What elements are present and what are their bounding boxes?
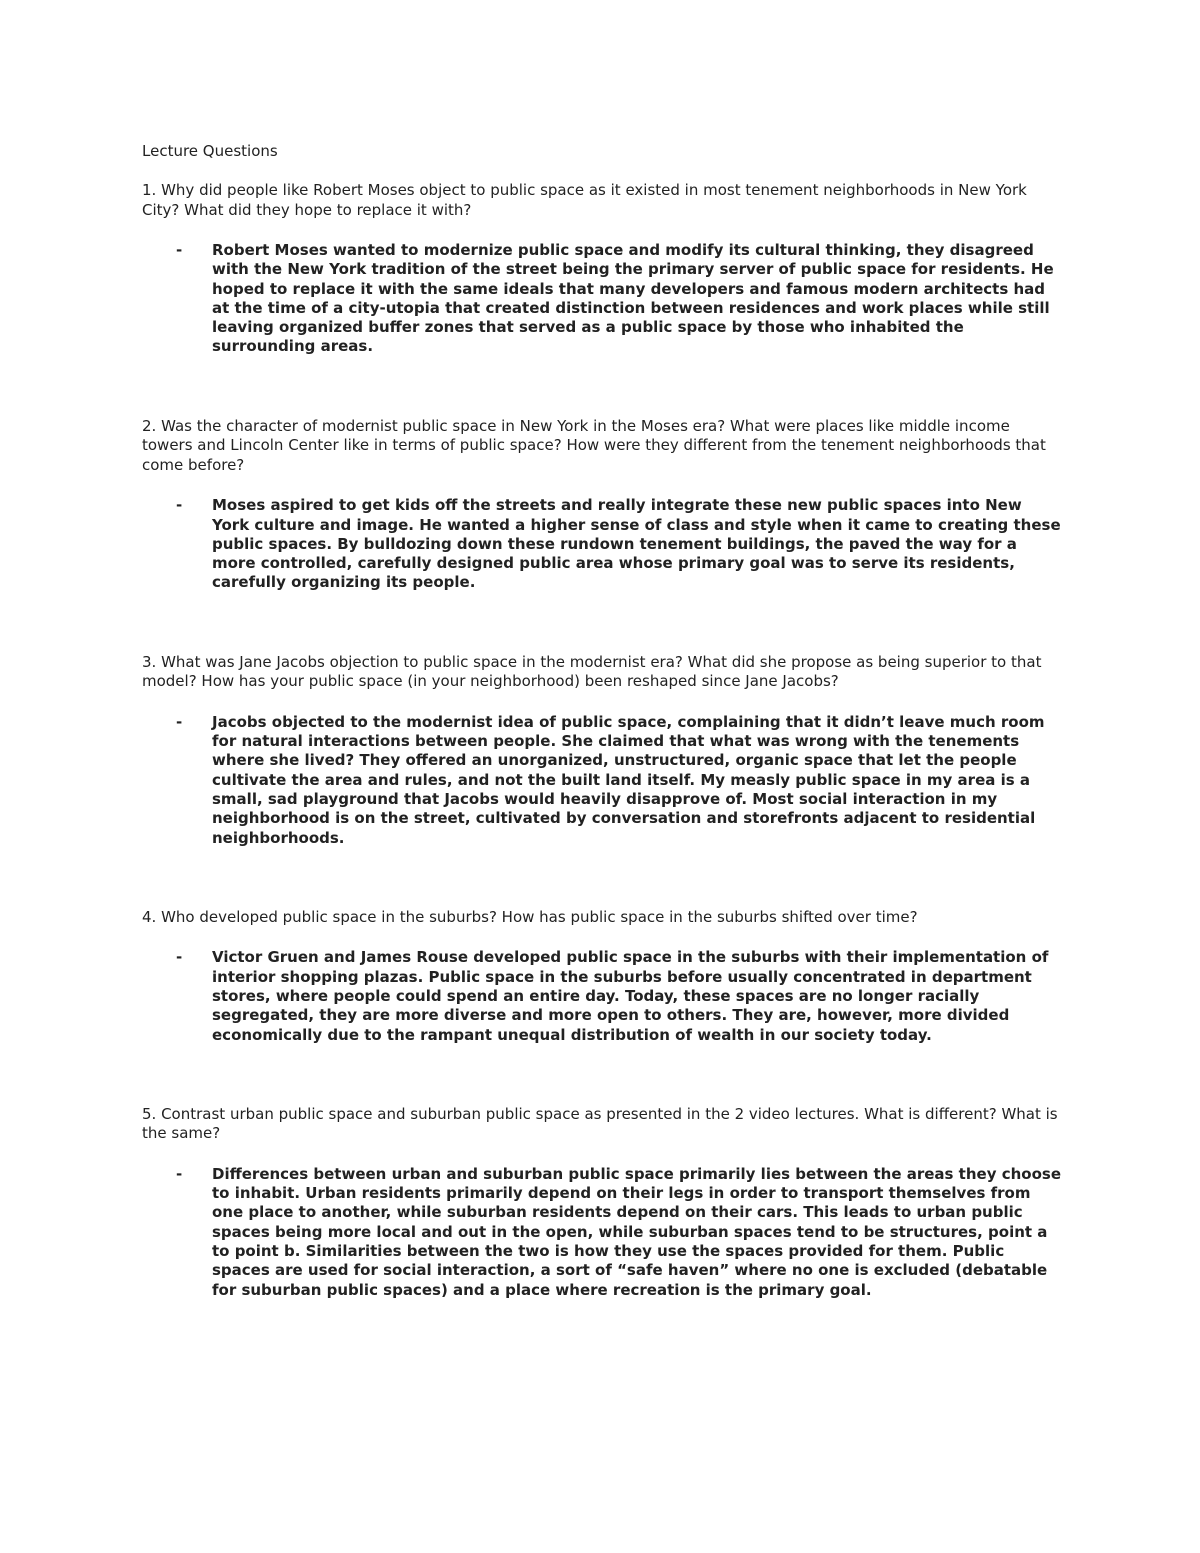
question-block-1 [142, 181, 1062, 357]
question-block-3 [142, 653, 1062, 848]
answer-item [142, 948, 1062, 1044]
answer-item [142, 713, 1062, 848]
bullet-dash: - [176, 241, 183, 259]
question-text: 1. Why did people like Robert Moses object to public space as it existed in most tenement neighborhoods in New York City? What did they hope to replace it with? [142, 181, 1027, 219]
question-text: 5. Contrast urban public space and suburban public space as presented in the 2 video lectures. What is different? What is the same? [142, 1104, 1058, 1143]
question-block-4 [142, 908, 1062, 1045]
question-block-5 [142, 1105, 1062, 1300]
question-text: 2. Was the character of modernist public space in New York in the Moses era? What were places like middle income towers and Lincoln Center like in terms of public space? How were they different from the tenement neighborhoods that come before? [142, 416, 1046, 474]
bullet-dash: - [176, 948, 183, 967]
question-text: 3. What was Jane Jacobs objection to public space in the modernist era? What did she propose as being superior to that model? How has your public space (in your neighborhood) been reshaped since Jane Jacobs? [142, 652, 1042, 691]
bullet-dash: - [176, 1164, 183, 1183]
answer-item [142, 496, 1062, 592]
bullet-dash: - [176, 496, 183, 515]
question-text: 4. Who developed public space in the suburbs? How has public space in the suburbs shifted over time? [142, 907, 918, 926]
answer-text: Moses aspired to get kids off the streets and really integrate these new public spaces into New York culture and image. He wanted a higher sense of class and style when it came to creating these public spaces. By bulldozing down these rundown tenement buildings, the paved the way for a more controlled, carefully designed public area whose primary goal was to serve its residents, carefully organizing its people. [212, 496, 1061, 592]
answer-text: Jacobs objected to the modernist idea of public space, complaining that it didn’t leave much room for natural interactions between people. She claimed that what was wrong with the tenements where she lived? They offered an unorganized, unstructured, organic space that let the people cultivate the area and rules, and not the built land itself. My measly public space in my area is a small, sad playground that Jacobs would heavily disapprove of. Most social interaction in my neighborhood is on the street, cultivated by conversation and storefronts adjacent to residential neighborhoods. [212, 712, 1045, 847]
answer-item [142, 1165, 1062, 1300]
answer-text: Robert Moses wanted to modernize public space and modify its cultural thinking, they disagreed with the New York tradition of the street being the primary server of public space for residents. He hoped to replace it with the same ideals that many developers and famous modern architects had at the time of a city-utopia that created distinction between residences and work places while still leaving organized buffer zones that served as a public space by those who inhabited the surrounding areas. [212, 241, 1054, 356]
document-page [142, 141, 1062, 1300]
document-title: Lecture Questions [142, 142, 278, 160]
answer-text: Differences between urban and suburban public space primarily lies between the areas they choose to inhabit. Urban residents primarily depend on their legs in order to transport themselves from one place to another, while suburban residents depend on their cars. This leads to urban public spaces being more local and out in the open, while suburban spaces tend to be structures, point a to point b. Similarities between the two is how they use the spaces provided for them. Public spaces are used for social interaction, a sort of “safe haven” where no one is excluded (debatable for suburban public spaces) and a place where recreation is the primary goal. [212, 1164, 1061, 1299]
bullet-dash: - [176, 712, 183, 731]
answer-text: Victor Gruen and James Rouse developed public space in the suburbs with their implementation of interior shopping plazas. Public space in the suburbs before usually concentrated in department stores, where people could spend an entire day. Today, these spaces are no longer racially segregated, they are more diverse and more open to others. They are, however, more divided economically due to the rampant unequal distribution of wealth in our society today. [212, 948, 1049, 1044]
answer-item [142, 241, 1062, 357]
question-block-2 [142, 417, 1062, 593]
